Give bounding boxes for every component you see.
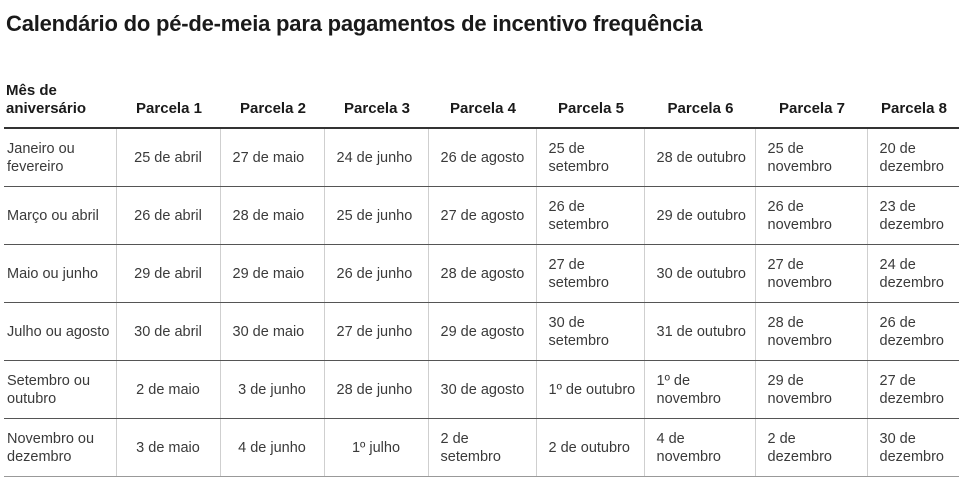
table-cell: 26 de abril bbox=[116, 187, 220, 245]
table-cell: 27 de agosto bbox=[428, 187, 536, 245]
table-cell: 26 de agosto bbox=[428, 128, 536, 187]
table-cell: 27 de junho bbox=[324, 303, 428, 361]
row-label: Novembro ou dezembro bbox=[4, 419, 116, 477]
table-cell: 27 de dezembro bbox=[867, 361, 959, 419]
table-cell: 29 de outubro bbox=[644, 187, 755, 245]
table-row bbox=[4, 187, 959, 245]
table-cell: 30 de dezembro bbox=[867, 419, 959, 477]
column-header-parcela-7: Parcela 7 bbox=[755, 64, 867, 128]
column-header-parcela-3: Parcela 3 bbox=[324, 64, 428, 128]
table-cell: 24 de junho bbox=[324, 128, 428, 187]
table-cell: 2 de dezembro bbox=[755, 419, 867, 477]
column-header-parcela-4: Parcela 4 bbox=[428, 64, 536, 128]
table-cell: 27 de setembro bbox=[536, 245, 644, 303]
table-cell: 28 de outubro bbox=[644, 128, 755, 187]
table-cell: 3 de junho bbox=[220, 361, 324, 419]
table-cell: 25 de novembro bbox=[755, 128, 867, 187]
row-label: Janeiro ou fevereiro bbox=[4, 128, 116, 187]
table-cell: 27 de maio bbox=[220, 128, 324, 187]
table-cell: 26 de novembro bbox=[755, 187, 867, 245]
table-cell: 30 de agosto bbox=[428, 361, 536, 419]
table-header-row bbox=[4, 64, 959, 128]
table-cell: 26 de setembro bbox=[536, 187, 644, 245]
table-cell: 30 de outubro bbox=[644, 245, 755, 303]
page-title: Calendário do pé-de-meia para pagamentos de incentivo frequência bbox=[6, 11, 703, 36]
table-cell: 1º julho bbox=[324, 419, 428, 477]
table-cell: 1º de outubro bbox=[536, 361, 644, 419]
column-header-parcela-8: Parcela 8 bbox=[867, 64, 959, 128]
table-cell: 2 de outubro bbox=[536, 419, 644, 477]
table-row bbox=[4, 303, 959, 361]
table-cell: 25 de junho bbox=[324, 187, 428, 245]
table-cell: 4 de novembro bbox=[644, 419, 755, 477]
column-header-parcela-5: Parcela 5 bbox=[536, 64, 644, 128]
column-header-parcela-6: Parcela 6 bbox=[644, 64, 755, 128]
table-cell: 27 de novembro bbox=[755, 245, 867, 303]
row-label: Setembro ou outubro bbox=[4, 361, 116, 419]
table-cell: 25 de abril bbox=[116, 128, 220, 187]
row-label: Julho ou agosto bbox=[4, 303, 116, 361]
table-cell: 29 de maio bbox=[220, 245, 324, 303]
table-row bbox=[4, 419, 959, 477]
table-cell: 2 de maio bbox=[116, 361, 220, 419]
table-cell: 31 de outubro bbox=[644, 303, 755, 361]
table-row bbox=[4, 128, 959, 187]
column-header-parcela-2: Parcela 2 bbox=[220, 64, 324, 128]
table-cell: 28 de agosto bbox=[428, 245, 536, 303]
table-cell: 29 de abril bbox=[116, 245, 220, 303]
table-cell: 25 de setembro bbox=[536, 128, 644, 187]
table-cell: 30 de maio bbox=[220, 303, 324, 361]
row-label: Março ou abril bbox=[4, 187, 116, 245]
table-cell: 29 de novembro bbox=[755, 361, 867, 419]
table-cell: 2 de setembro bbox=[428, 419, 536, 477]
table-cell: 30 de abril bbox=[116, 303, 220, 361]
table-row bbox=[4, 245, 959, 303]
table-cell: 28 de maio bbox=[220, 187, 324, 245]
table-cell: 30 de setembro bbox=[536, 303, 644, 361]
table-cell: 23 de dezembro bbox=[867, 187, 959, 245]
column-header-parcela-1: Parcela 1 bbox=[116, 64, 220, 128]
table-cell: 3 de maio bbox=[116, 419, 220, 477]
table-cell: 20 de dezembro bbox=[867, 128, 959, 187]
table-cell: 4 de junho bbox=[220, 419, 324, 477]
table-cell: 28 de novembro bbox=[755, 303, 867, 361]
table-cell: 26 de junho bbox=[324, 245, 428, 303]
table-cell: 24 de dezembro bbox=[867, 245, 959, 303]
payment-calendar-table bbox=[4, 64, 959, 477]
row-label: Maio ou junho bbox=[4, 245, 116, 303]
table-cell: 28 de junho bbox=[324, 361, 428, 419]
table-cell: 1º de novembro bbox=[644, 361, 755, 419]
column-header-birth-month: Mês de aniversário bbox=[4, 64, 116, 128]
table-row bbox=[4, 361, 959, 419]
table-cell: 26 de dezembro bbox=[867, 303, 959, 361]
table-cell: 29 de agosto bbox=[428, 303, 536, 361]
